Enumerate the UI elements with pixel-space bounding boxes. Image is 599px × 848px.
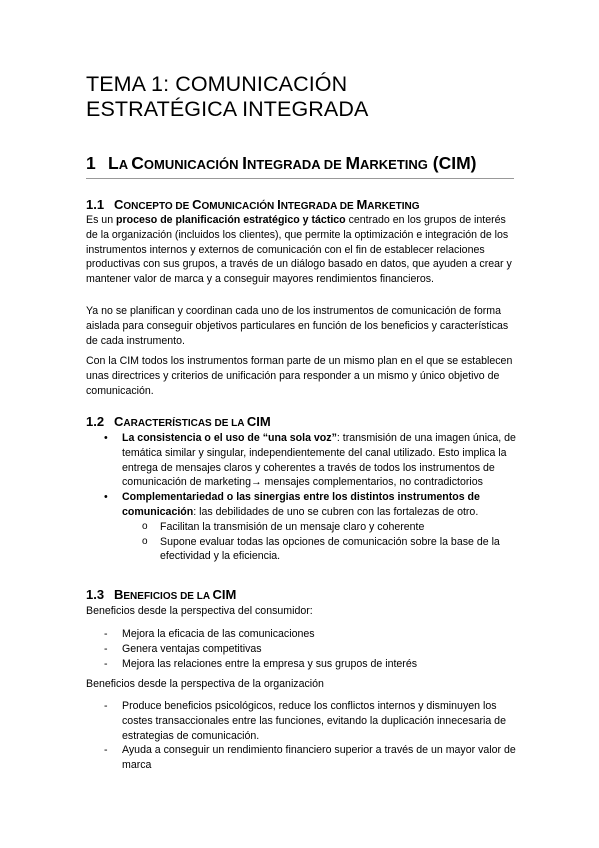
heading-text: C	[131, 153, 144, 173]
subsection-1-2-heading	[86, 414, 271, 429]
bold-term: La consistencia o el uso de “una sola voz”	[122, 432, 337, 444]
title-line-1: TEMA 1: COMUNICACIÓN	[86, 72, 348, 96]
subsection-number: 1.1	[86, 197, 105, 212]
paragraph: Beneficios desde la perspectiva de la organización	[86, 678, 324, 690]
sub-list-item	[142, 535, 518, 565]
list-item-text: Supone evaluar todas las opciones de comunicación sobre la base de la efectividad y la eficiencia.	[160, 535, 500, 563]
dash-marker: -	[104, 700, 108, 712]
bullet-marker: •	[104, 491, 108, 504]
section-number: 1	[86, 153, 96, 173]
list-item-text: Produce beneficios psicológicos, reduce los conflictos internos y disminuyen los costes transaccionales entre las funciones, evitando la duplicación innecesaria de estrategias de comunicación.	[122, 700, 506, 742]
list-item	[104, 431, 518, 490]
list-item	[104, 657, 518, 672]
characteristics-list	[104, 431, 518, 564]
heading-text: C	[114, 197, 124, 212]
list-item-text: Mejora las relaciones entre la empresa y sus grupos de interés	[122, 657, 418, 670]
title-line-2: ESTRATÉGICA INTEGRADA	[86, 97, 369, 121]
heading-text: OMUNICACIÓN	[143, 157, 243, 172]
heading-text: CIM	[246, 414, 271, 429]
subsection-number: 1.2	[86, 414, 105, 429]
section-divider	[86, 178, 514, 179]
heading-text: ARKETING	[367, 201, 420, 212]
organization-benefits-list	[104, 699, 518, 773]
list-item	[104, 642, 518, 657]
heading-text: C	[114, 414, 124, 429]
dash-marker: -	[104, 642, 108, 655]
heading-text: ARKETING	[360, 157, 428, 172]
paragraph: Beneficios desde la perspectiva del consumidor:	[86, 605, 313, 617]
consumer-benefits-list	[104, 627, 518, 671]
heading-text: OMUNICACIÓN	[201, 201, 278, 212]
dash-marker: -	[104, 657, 108, 670]
subsection-1-1-heading	[86, 197, 420, 212]
heading-text: M	[356, 197, 368, 212]
sub-list	[142, 520, 518, 564]
document-title	[86, 72, 368, 122]
heading-text: B	[114, 587, 124, 602]
subsection-1-3-heading	[86, 587, 236, 602]
heading-text: I	[277, 197, 281, 212]
heading-text: L	[108, 153, 119, 173]
heading-text: M	[345, 153, 361, 173]
section-1-heading	[86, 153, 477, 174]
list-item	[104, 490, 518, 564]
heading-text: C	[192, 197, 202, 212]
heading-text: A	[118, 157, 132, 172]
paragraph: Con la CIM todos los instrumentos forman parte de un mismo plan en el que se establecen unas directrices y criterios de unificación para responder a un mismo y único objetivo de comunicación.	[86, 355, 513, 397]
dash-marker: -	[104, 628, 108, 640]
heading-text: (CIM)	[427, 153, 477, 173]
list-item-text: Mejora la eficacia de las comunicaciones	[122, 628, 315, 640]
bold-term: Complementariedad o las sinergias entre los distintos instrumentos de comunicación	[122, 491, 480, 518]
circle-marker: o	[142, 535, 148, 547]
list-item	[104, 699, 518, 743]
list-item	[104, 743, 518, 773]
bullet-marker: •	[104, 432, 108, 444]
heading-text: ENEFICIOS DE LA	[123, 591, 213, 602]
subsection-number: 1.3	[86, 587, 105, 602]
heading-text: NTEGRADA DE	[280, 201, 357, 212]
list-item-text: : las debilidades de uno se cubren con las fortalezas de otro.	[193, 505, 479, 518]
heading-text: I	[242, 153, 247, 173]
paragraph-text: Es un	[86, 214, 117, 226]
heading-text: CIM	[212, 587, 237, 602]
list-item-text: Ayuda a conseguir un rendimiento financiero superior a través de un mayor valor de marca	[122, 744, 516, 772]
list-item-text: Genera ventajas competitivas	[122, 642, 262, 655]
paragraph	[86, 213, 518, 287]
list-item	[104, 627, 518, 642]
list-item-text: Facilitan la transmisión de un mensaje claro y coherente	[160, 520, 425, 533]
circle-marker: o	[142, 520, 148, 532]
paragraph: Ya no se planifican y coordinan cada uno de los instrumentos de comunicación de forma aislada para conseguir objetivos particulares en función de los beneficios y características de cada instrumento.	[86, 305, 509, 347]
heading-text: ONCEPTO DE	[123, 201, 193, 212]
bold-term: proceso de planificación estratégico y táctico	[116, 214, 346, 226]
paragraph-text: centrado en los grupos de interés de la organización (incluidos los clientes), que permite la optimización e integración de los instrumentos internos y externos de comunicación con el fin de establecer relaciones productivas con sus grupos, a través de un diálogo basado en datos, que ayuden a crear y mantener valor de marca y a conseguir mayores rendimientos financieros.	[86, 214, 512, 286]
list-item-text: : transmisión de una imagen única, de temática similar y singular, independientemente del canal utilizado. Esto implica la entrega de mensajes claros y coherentes a través de todos los instrumentos de comunicación de marketing→ mensajes complementarios, no contradictorios	[122, 432, 516, 489]
heading-text: ARACTERÍSTICAS DE LA	[123, 418, 247, 429]
heading-text: NTEGRADA DE	[246, 157, 346, 172]
dash-marker: -	[104, 744, 108, 757]
sub-list-item	[142, 520, 518, 535]
